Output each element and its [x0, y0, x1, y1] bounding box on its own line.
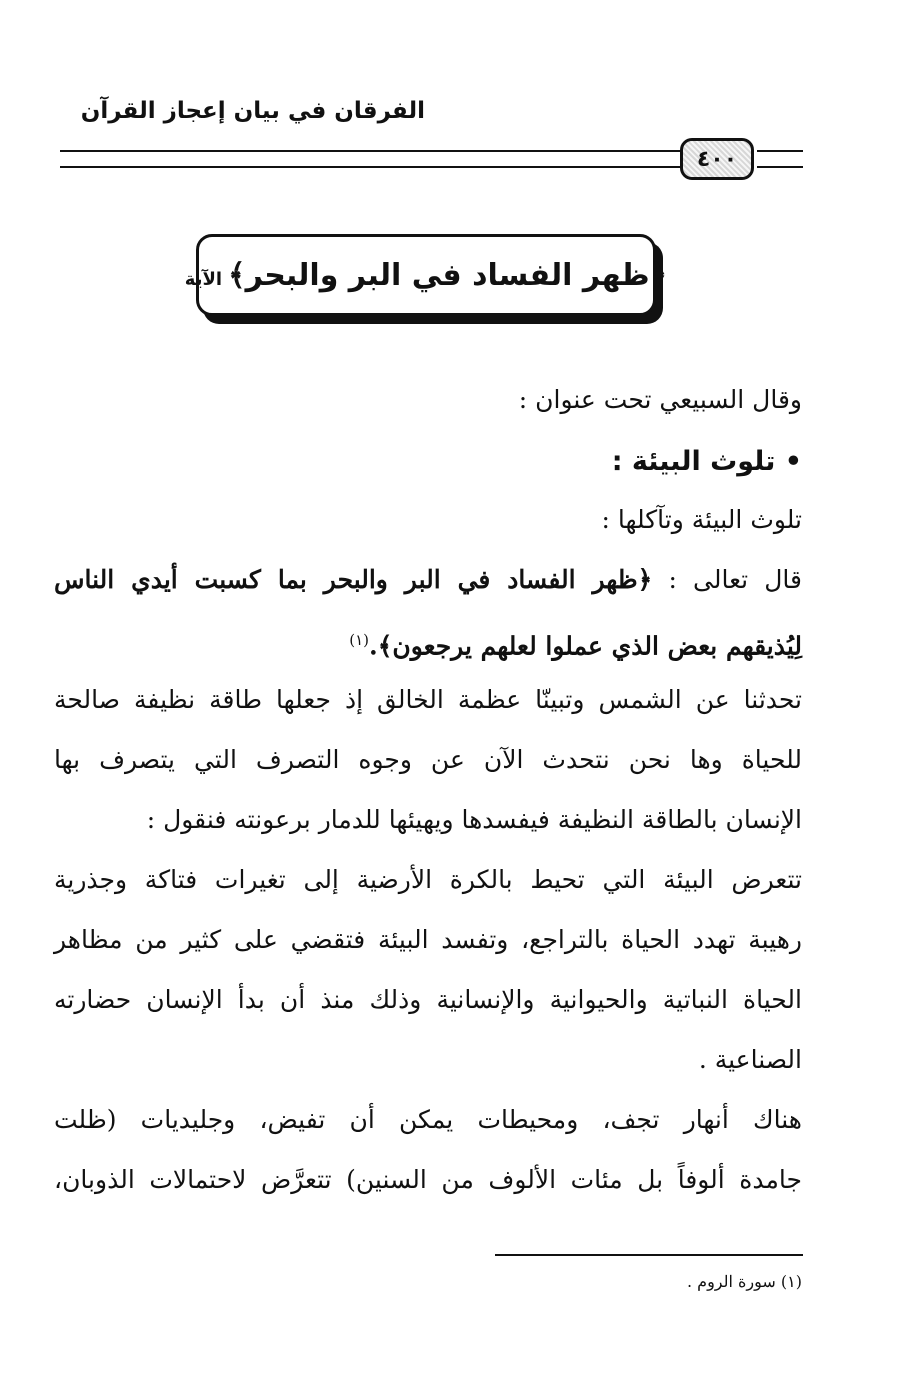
header-rule-right-top	[757, 150, 803, 152]
paragraph-2-line: الصناعية .	[698, 1045, 802, 1074]
bullet-heading: • تلوث البيئة :	[611, 446, 802, 477]
footnote-marker: (١)	[349, 631, 370, 649]
intro-line: وقال السبيعي تحت عنوان :	[518, 385, 802, 414]
paragraph-1-line: للحياة وها نحن نتحدث الآن عن وجوه التصرف التي يتصرف بها	[54, 745, 802, 774]
subheading: تلوث البيئة وتآكلها :	[601, 505, 802, 534]
quote-verse-1: ﴿ظهر الفساد في البر والبحر بما كسبت أيدي الناس	[54, 565, 653, 594]
paragraph-2-line: الحياة النباتية والحيوانية والإنسانية وذلك منذ أن بدأ الإنسان حضارته	[54, 985, 802, 1014]
quote-line-2	[349, 620, 802, 666]
paragraph-3-line: جامدة ألوفاً بل مئات الألوف من السنين) تتعرَّض لاحتمالات الذوبان،	[54, 1165, 802, 1194]
footnote: (١) سورة الروم .	[687, 1272, 802, 1291]
quote-line-1	[54, 560, 802, 600]
section-title-suffix: الآية	[184, 268, 223, 290]
header-rule-bottom	[60, 166, 680, 168]
paragraph-2-line: رهيبة تهدد الحياة بالتراجع، وتفسد البيئة فتقضي على كثير من مظاهر	[54, 925, 802, 954]
paragraph-2-line: تتعرض البيئة التي تحيط بالكرة الأرضية إلى تغيرات فتاكة وجذرية	[54, 865, 802, 894]
page-number: ٤٠٠	[696, 146, 738, 172]
quote-verse-2: لِيُذيقهم بعض الذي عملوا لعلهم يرجعون﴾.	[369, 631, 802, 661]
page-number-badge	[680, 138, 754, 180]
section-title	[185, 258, 667, 293]
header-rule-right-bottom	[757, 166, 803, 168]
paragraph-1-line: تحدثنا عن الشمس وتبينّا عظمة الخالق إذ جعلها طاقة نظيفة صالحة	[54, 685, 802, 714]
section-title-verse: ﴿ظهر الفساد في البر والبحر﴾	[228, 257, 668, 293]
paragraph-3-line: هناك أنهار تجف، ومحيطات يمكن أن تفيض، وجليديات (ظلت	[54, 1105, 802, 1134]
section-title-box	[184, 234, 668, 316]
footnote-rule	[495, 1254, 803, 1256]
quote-prefix: قال تعالى :	[652, 565, 802, 594]
header-rule-top	[60, 150, 680, 152]
paragraph-1-line: الإنسان بالطاقة النظيفة فيفسدها ويهيئها للدمار برعونته فنقول :	[146, 805, 802, 834]
running-title: الفرقان في بيان إعجاز القرآن	[80, 98, 425, 124]
